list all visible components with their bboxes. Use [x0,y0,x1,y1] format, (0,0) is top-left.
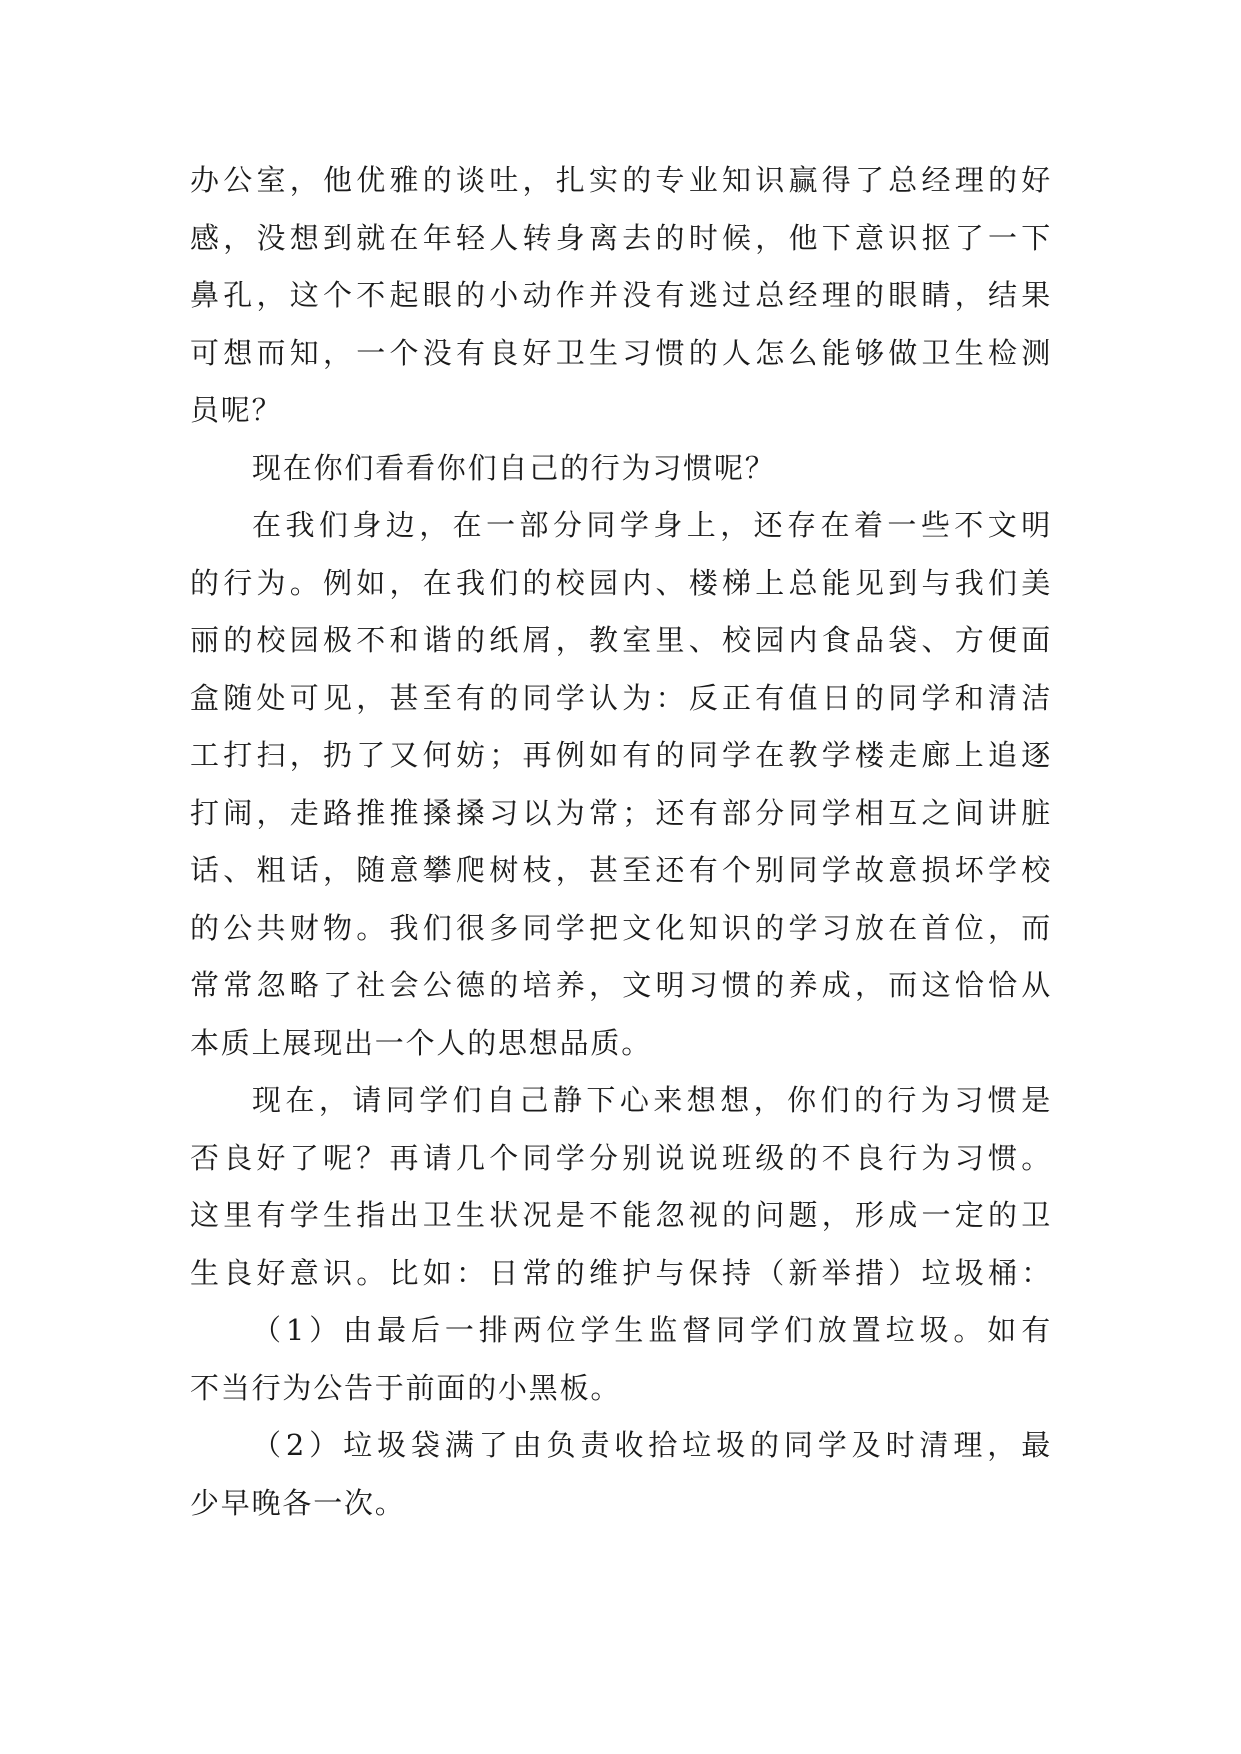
document-body [190,152,1052,1532]
text-line: 少早晚各一次。 [190,1485,406,1520]
paragraph-6 [190,1417,1052,1532]
text-line: 本质上展现出一个人的思想品质。 [190,1025,653,1060]
text-line: 可想而知，一个没有良好卫生习惯的人怎么能够做卫生检测 [190,335,1052,370]
paragraph-5 [190,1302,1052,1417]
text-line: 生良好意识。比如：日常的维护与保持（新举措）垃圾桶： [190,1255,1052,1290]
text-line: 盒随处可见，甚至有的同学认为：反正有值日的同学和清洁 [190,680,1052,715]
paragraph-1 [190,152,1052,440]
text-line: （2）垃圾袋满了由负责收拾垃圾的同学及时清理，最 [252,1428,1052,1462]
text-line: 现在你们看看你们自己的行为习惯呢？ [252,450,776,485]
text-line: 否良好了呢？再请几个同学分别说说班级的不良行为习惯。 [190,1140,1052,1175]
text-line: 打闹，走路推推搡搡习以为常；还有部分同学相互之间讲脏 [190,795,1052,830]
text-line: 工打扫，扔了又何妨；再例如有的同学在教学楼走廊上追逐 [190,738,1052,772]
text-line: 这里有学生指出卫生状况是不能忽视的问题，形成一定的卫 [190,1198,1052,1232]
text-line: 办公室，他优雅的谈吐，扎实的专业知识赢得了总经理的好 [190,163,1052,197]
paragraph-2 [190,440,1052,498]
paragraph-4 [190,1072,1052,1302]
text-line: （1）由最后一排两位学生监督同学们放置垃圾。如有 [252,1313,1052,1347]
text-line: 在我们身边，在一部分同学身上，还存在着一些不文明 [252,508,1052,542]
text-line: 感，没想到就在年轻人转身离去的时候，他下意识抠了一下 [190,220,1052,255]
text-line: 现在，请同学们自己静下心来想想，你们的行为习惯是 [252,1083,1052,1117]
paragraph-3 [190,497,1052,1072]
text-line: 丽的校园极不和谐的纸屑，教室里、校园内食品袋、方便面 [190,623,1052,657]
text-line: 的公共财物。我们很多同学把文化知识的学习放在首位，而 [190,910,1052,945]
text-line: 不当行为公告于前面的小黑板。 [190,1370,622,1405]
text-line: 话、粗话，随意攀爬树枝，甚至还有个别同学故意损坏学校 [190,853,1052,887]
text-line: 常常忽略了社会公德的培养，文明习惯的养成，而这恰恰从 [190,968,1052,1002]
text-line: 员呢？ [190,393,283,427]
text-line: 的行为。例如，在我们的校园内、楼梯上总能见到与我们美 [190,565,1052,600]
text-line: 鼻孔，这个不起眼的小动作并没有逃过总经理的眼睛，结果 [190,278,1052,312]
